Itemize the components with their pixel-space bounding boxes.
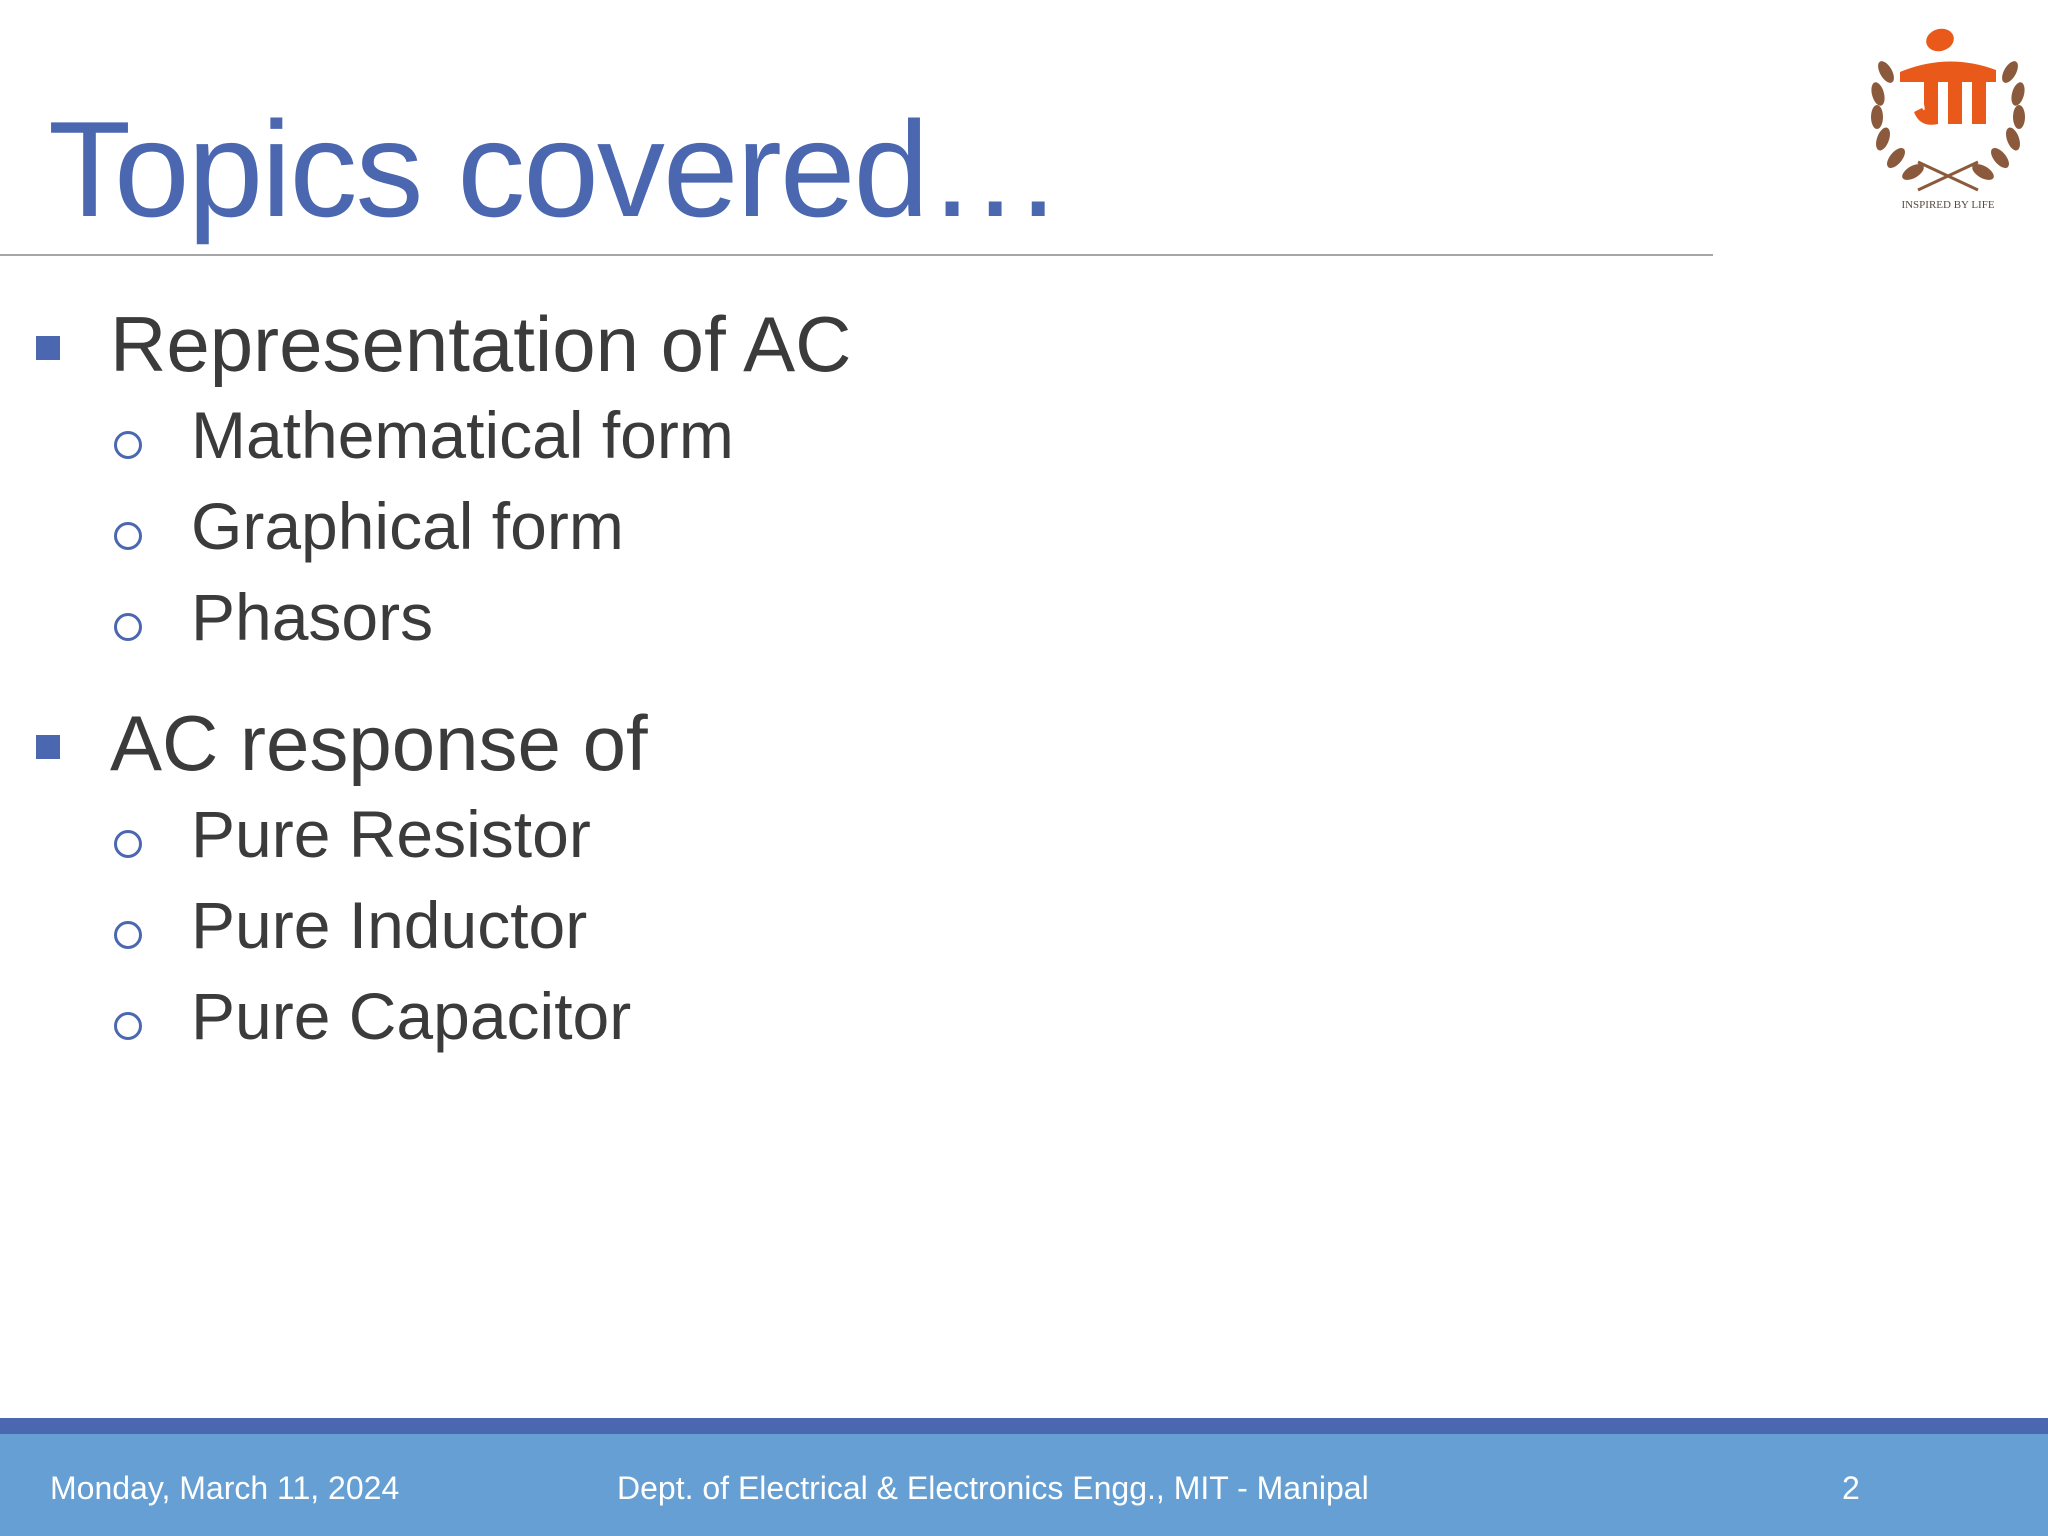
circle-bullet-icon bbox=[114, 1012, 142, 1040]
list-item: Pure Capacitor bbox=[191, 979, 632, 1053]
list-item: Pure Inductor bbox=[191, 888, 588, 962]
mit-manipal-logo-icon bbox=[1858, 12, 2038, 212]
section-heading: Representation of AC bbox=[110, 300, 852, 388]
footer-department: Dept. of Electrical & Electronics Engg., MIT - Manipal bbox=[617, 1470, 1369, 1506]
list-item: Mathematical form bbox=[191, 398, 734, 472]
list-item: Graphical form bbox=[191, 489, 624, 563]
list-item: Phasors bbox=[191, 580, 434, 654]
circle-bullet-icon bbox=[114, 921, 142, 949]
slide-title: Topics covered… bbox=[48, 93, 1062, 245]
title-divider bbox=[0, 254, 1713, 256]
square-bullet-icon bbox=[36, 735, 60, 759]
footer-stripe bbox=[0, 1418, 2048, 1434]
list-item: Pure Resistor bbox=[191, 797, 591, 871]
circle-bullet-icon bbox=[114, 830, 142, 858]
circle-bullet-icon bbox=[114, 522, 142, 550]
section-heading: AC response of bbox=[110, 699, 648, 787]
circle-bullet-icon bbox=[114, 431, 142, 459]
logo-motto: INSPIRED BY LIFE bbox=[1901, 199, 1995, 211]
footer-page-number: 2 bbox=[1842, 1470, 1860, 1506]
slide-footer bbox=[0, 1434, 2048, 1536]
circle-bullet-icon bbox=[114, 613, 142, 641]
footer-date: Monday, March 11, 2024 bbox=[50, 1470, 400, 1506]
square-bullet-icon bbox=[36, 336, 60, 360]
